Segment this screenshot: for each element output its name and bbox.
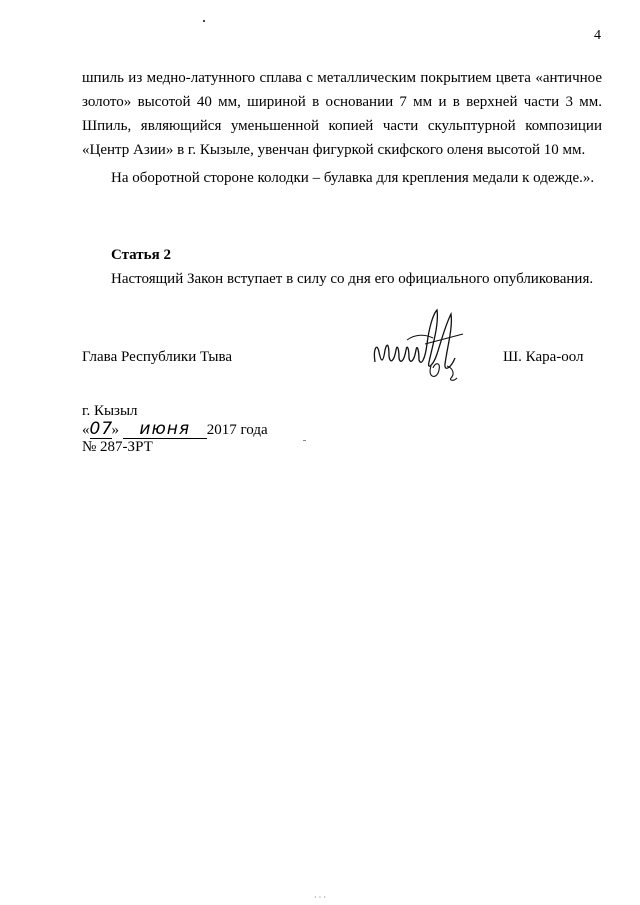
signature-icon	[367, 304, 487, 384]
scan-speck	[203, 20, 205, 22]
paragraph-pin-description: На оборотной стороне колодки – булавка для крепления медали к одежде.».	[111, 170, 595, 186]
signing-date	[82, 421, 268, 439]
page-number: 4	[594, 28, 601, 43]
city: г. Кызыл	[82, 403, 138, 419]
paragraph-spire-description: шпиль из медно-латунного сплава с металлическим покрытием цвета «античное золото» высотой 40 мм, шириной в основании 7 мм и в верхней части 3 мм. Шпиль, являющийся уменьшенной копией части скульптурной композиции «Центр Азии» в г. Кызыле, увенчан фигуркой скифского оленя высотой 10 мм.	[82, 70, 602, 158]
date-month-handwritten: июня	[123, 421, 207, 439]
body-text	[82, 66, 602, 190]
scan-speck	[303, 440, 306, 441]
date-open-quote: «	[82, 422, 90, 438]
law-number: № 287-ЗРТ	[82, 439, 153, 455]
date-year: 2017 года	[206, 422, 268, 438]
date-day-handwritten: 07	[89, 419, 114, 439]
article-heading: Статья 2	[111, 247, 171, 263]
signer-name: Ш. Кара-оол	[503, 349, 584, 365]
signer-title: Глава Республики Тыва	[82, 349, 233, 365]
date-close-quote: »	[111, 422, 119, 438]
article-text: Настоящий Закон вступает в силу со дня его официального опубликования.	[111, 271, 594, 287]
scan-speck: ···	[314, 893, 328, 902]
